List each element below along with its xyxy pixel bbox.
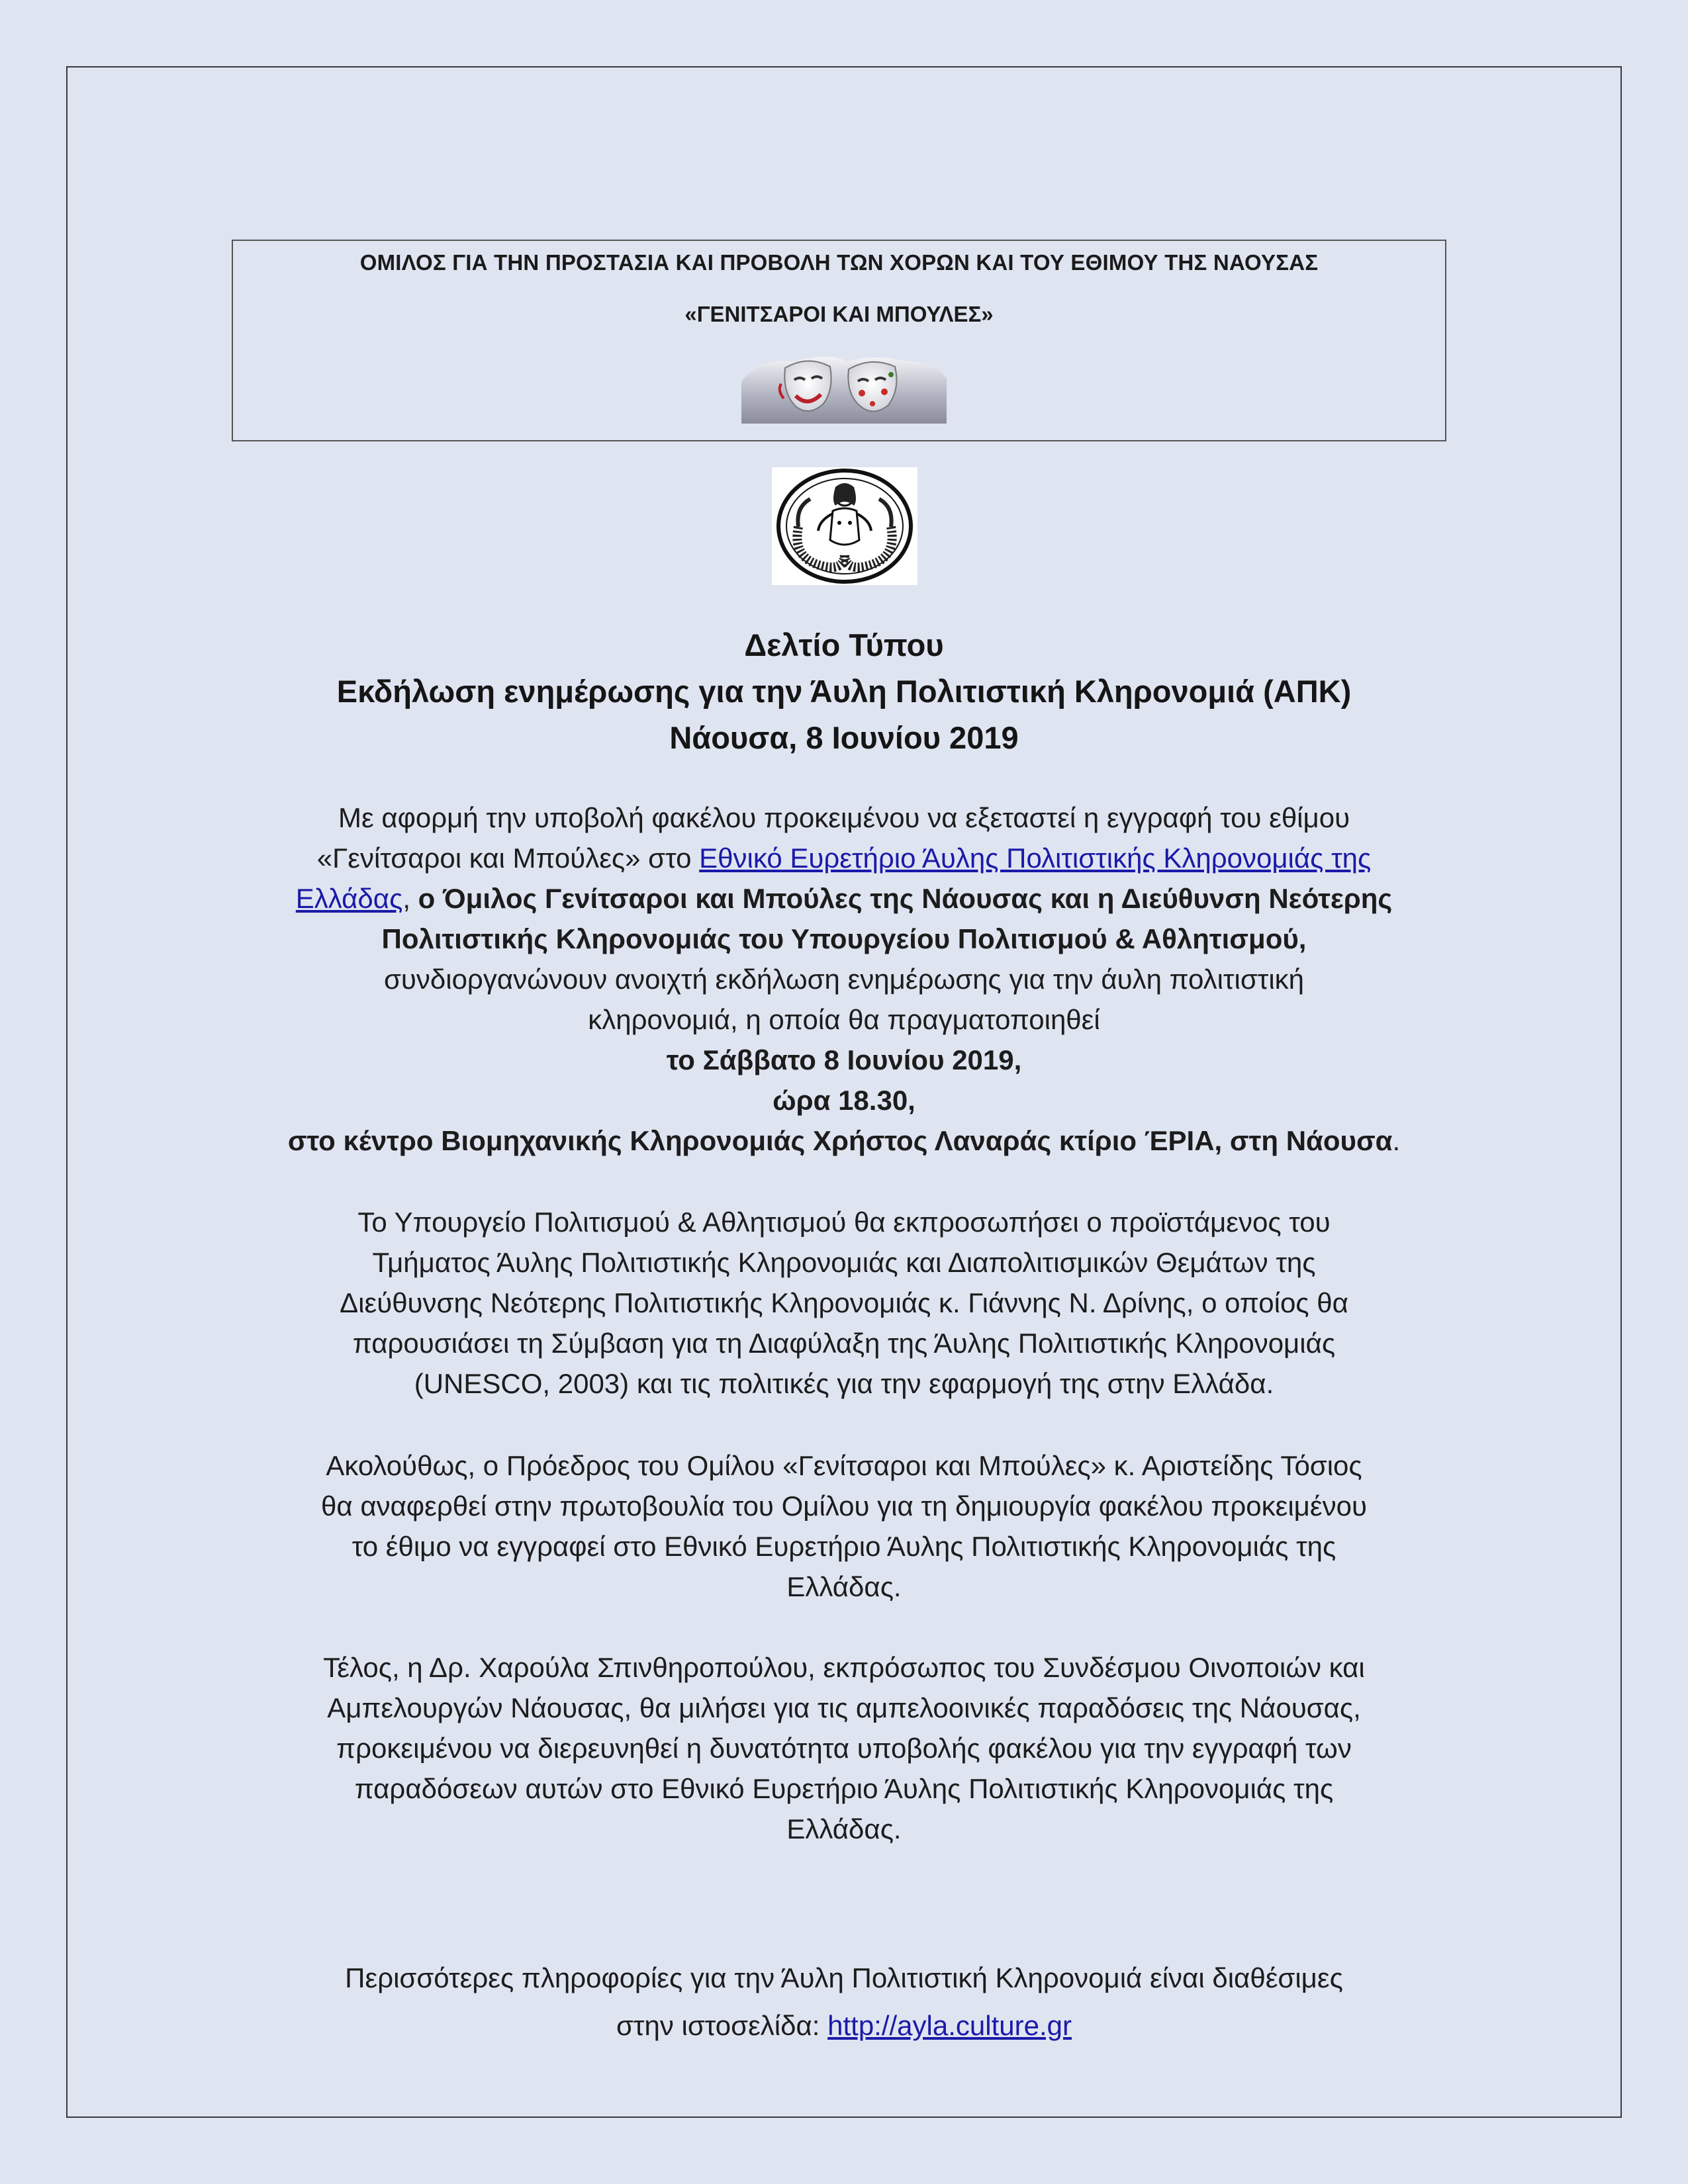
paragraph-line: Το Υπουργείο Πολιτισμού & Αθλητισμού θα εκπροσωπήσει ο προϊστάμενος του (357, 1206, 1331, 1238)
organization-subtitle: «ΓΕΝΙΤΣΑΡΟΙ ΚΑΙ ΜΠΟΥΛΕΣ» (684, 302, 994, 326)
place-date-title: Νάουσα, 8 Ιουνίου 2019 (669, 720, 1019, 755)
paragraph-line (132, 1120, 1556, 1161)
paragraph-ministry (132, 1202, 1556, 1404)
paragraph-line: το έθιμο να εγγραφεί στο Εθνικό Ευρετήριο Άυλης Πολιτιστικής Κληρονομιάς της (352, 1531, 1336, 1562)
more-info-line (132, 2002, 1556, 2050)
inline-text: , (402, 883, 418, 914)
paragraph-line: Ελλάδας. (786, 1813, 902, 1844)
paragraph-line (132, 878, 1556, 919)
paragraph-line: προκειμένου να διερευνηθεί η δυνατότητα υποβολής φακέλου για την εγγραφή των (336, 1733, 1352, 1764)
paragraph-announcement (132, 797, 1556, 1161)
paragraph-president (132, 1445, 1556, 1607)
organizers-text: ο Όμιλος Γενίτσαροι και Μπούλες της Νάουσας και η Διεύθυνση Νεότερης (418, 883, 1393, 914)
mermaid-emblem-icon (772, 467, 917, 585)
paragraph-line: Αμπελουργών Νάουσας, θα μιλήσει για τις αμπελοοινικές παραδόσεις της Νάουσας, (327, 1692, 1361, 1723)
event-time: ώρα 18.30, (773, 1085, 915, 1116)
registry-link[interactable]: Εθνικό Ευρετήριο Άυλης Πολιτιστικής Κληρονομιάς της (699, 842, 1372, 874)
inline-text: «Γενίτσαροι και Μπούλες» στο (316, 842, 700, 874)
paragraph-line: Διεύθυνσης Νεότερης Πολιτιστικής Κληρονομιάς κ. Γιάννης Ν. Δρίνης, ο οποίος θα (340, 1287, 1348, 1318)
paragraph-line: Με αφορμή την υποβολή φακέλου προκειμένου να εξεταστεί η εγγραφή του εθίμου (338, 802, 1350, 833)
paragraph-line: παρουσιάσει τη Σύμβαση για τη Διαφύλαξη της Άυλης Πολιτιστικής Κληρονομιάς (352, 1328, 1336, 1359)
paragraph-line (132, 838, 1556, 878)
registry-link-continued[interactable]: Ελλάδας (295, 883, 403, 914)
document-type-title: Δελτίο Τύπου (744, 627, 944, 662)
paragraph-line: παραδόσεων αυτών στο Εθνικό Ευρετήριο Άυλης Πολιτιστικής Κληρονομιάς της (354, 1773, 1334, 1804)
inline-text: . (1392, 1125, 1401, 1156)
paragraph-line: Τέλος, η Δρ. Χαρούλα Σπινθηροπούλου, εκπρόσωπος του Συνδέσμου Οινοποιών και (323, 1652, 1365, 1683)
paragraph-line: κληρονομιά, η οποία θα πραγματοποιηθεί (588, 1004, 1100, 1035)
press-release-titles (132, 622, 1556, 761)
paragraph-line: (UNESCO, 2003) και τις πολιτικές για την εφαρμογή της στην Ελλάδα. (414, 1368, 1274, 1399)
event-date: το Σάββατο 8 Ιουνίου 2019, (666, 1044, 1022, 1075)
more-info (132, 1954, 1556, 2050)
organizers-text-continued: Πολιτιστικής Κληρονομιάς του Υπουργείου Πολιτισμού & Αθλητισμού, (381, 923, 1307, 954)
event-title: Εκδήλωση ενημέρωσης για την Άυλη Πολιτιστική Κληρονομιά (ΑΠΚ) (336, 674, 1352, 709)
website-link[interactable]: http://ayla.culture.gr (827, 2010, 1072, 2041)
paragraph-line: Τμήματος Άυλης Πολιτιστικής Κληρονομιάς και Διαπολιτισμικών Θεμάτων της (372, 1247, 1316, 1278)
paragraph-line: θα αναφερθεί στην πρωτοβουλία του Ομίλου για τη δημιουργία φακέλου προκειμένου (321, 1490, 1367, 1522)
paragraph-line: Ακολούθως, ο Πρόεδρος του Ομίλου «Γενίτσαροι και Μπούλες» κ. Αριστείδης Τόσιος (326, 1450, 1362, 1481)
event-venue: στο κέντρο Βιομηχανικής Κληρονομιάς Χρήστος Λαναράς κτίριο ΈΡΙΑ, στη Νάουσα (287, 1125, 1393, 1156)
paragraph-winemakers (132, 1647, 1556, 1849)
paragraph-line: συνδιοργανώνουν ανοιχτή εκδήλωση ενημέρωσης για την άυλη πολιτιστική (383, 964, 1305, 995)
more-info-line: Περισσότερες πληροφορίες για την Άυλη Πολιτιστική Κληρονομιά είναι διαθέσιμες (345, 1962, 1343, 1993)
inline-text: στην ιστοσελίδα: (616, 2010, 828, 2041)
organization-name: ΟΜΙΛΟΣ ΓΙΑ ΤΗΝ ΠΡΟΣΤΑΣΙΑ ΚΑΙ ΠΡΟΒΟΛΗ ΤΩΝ ΧΟΡΩΝ ΚΑΙ ΤΟΥ ΕΘΙΜΟΥ ΤΗΣ ΝΑΟΥΣΑΣ (359, 250, 1319, 275)
theatre-masks-icon (741, 352, 947, 424)
organization-header (232, 240, 1446, 441)
paragraph-line: Ελλάδας. (786, 1571, 902, 1602)
